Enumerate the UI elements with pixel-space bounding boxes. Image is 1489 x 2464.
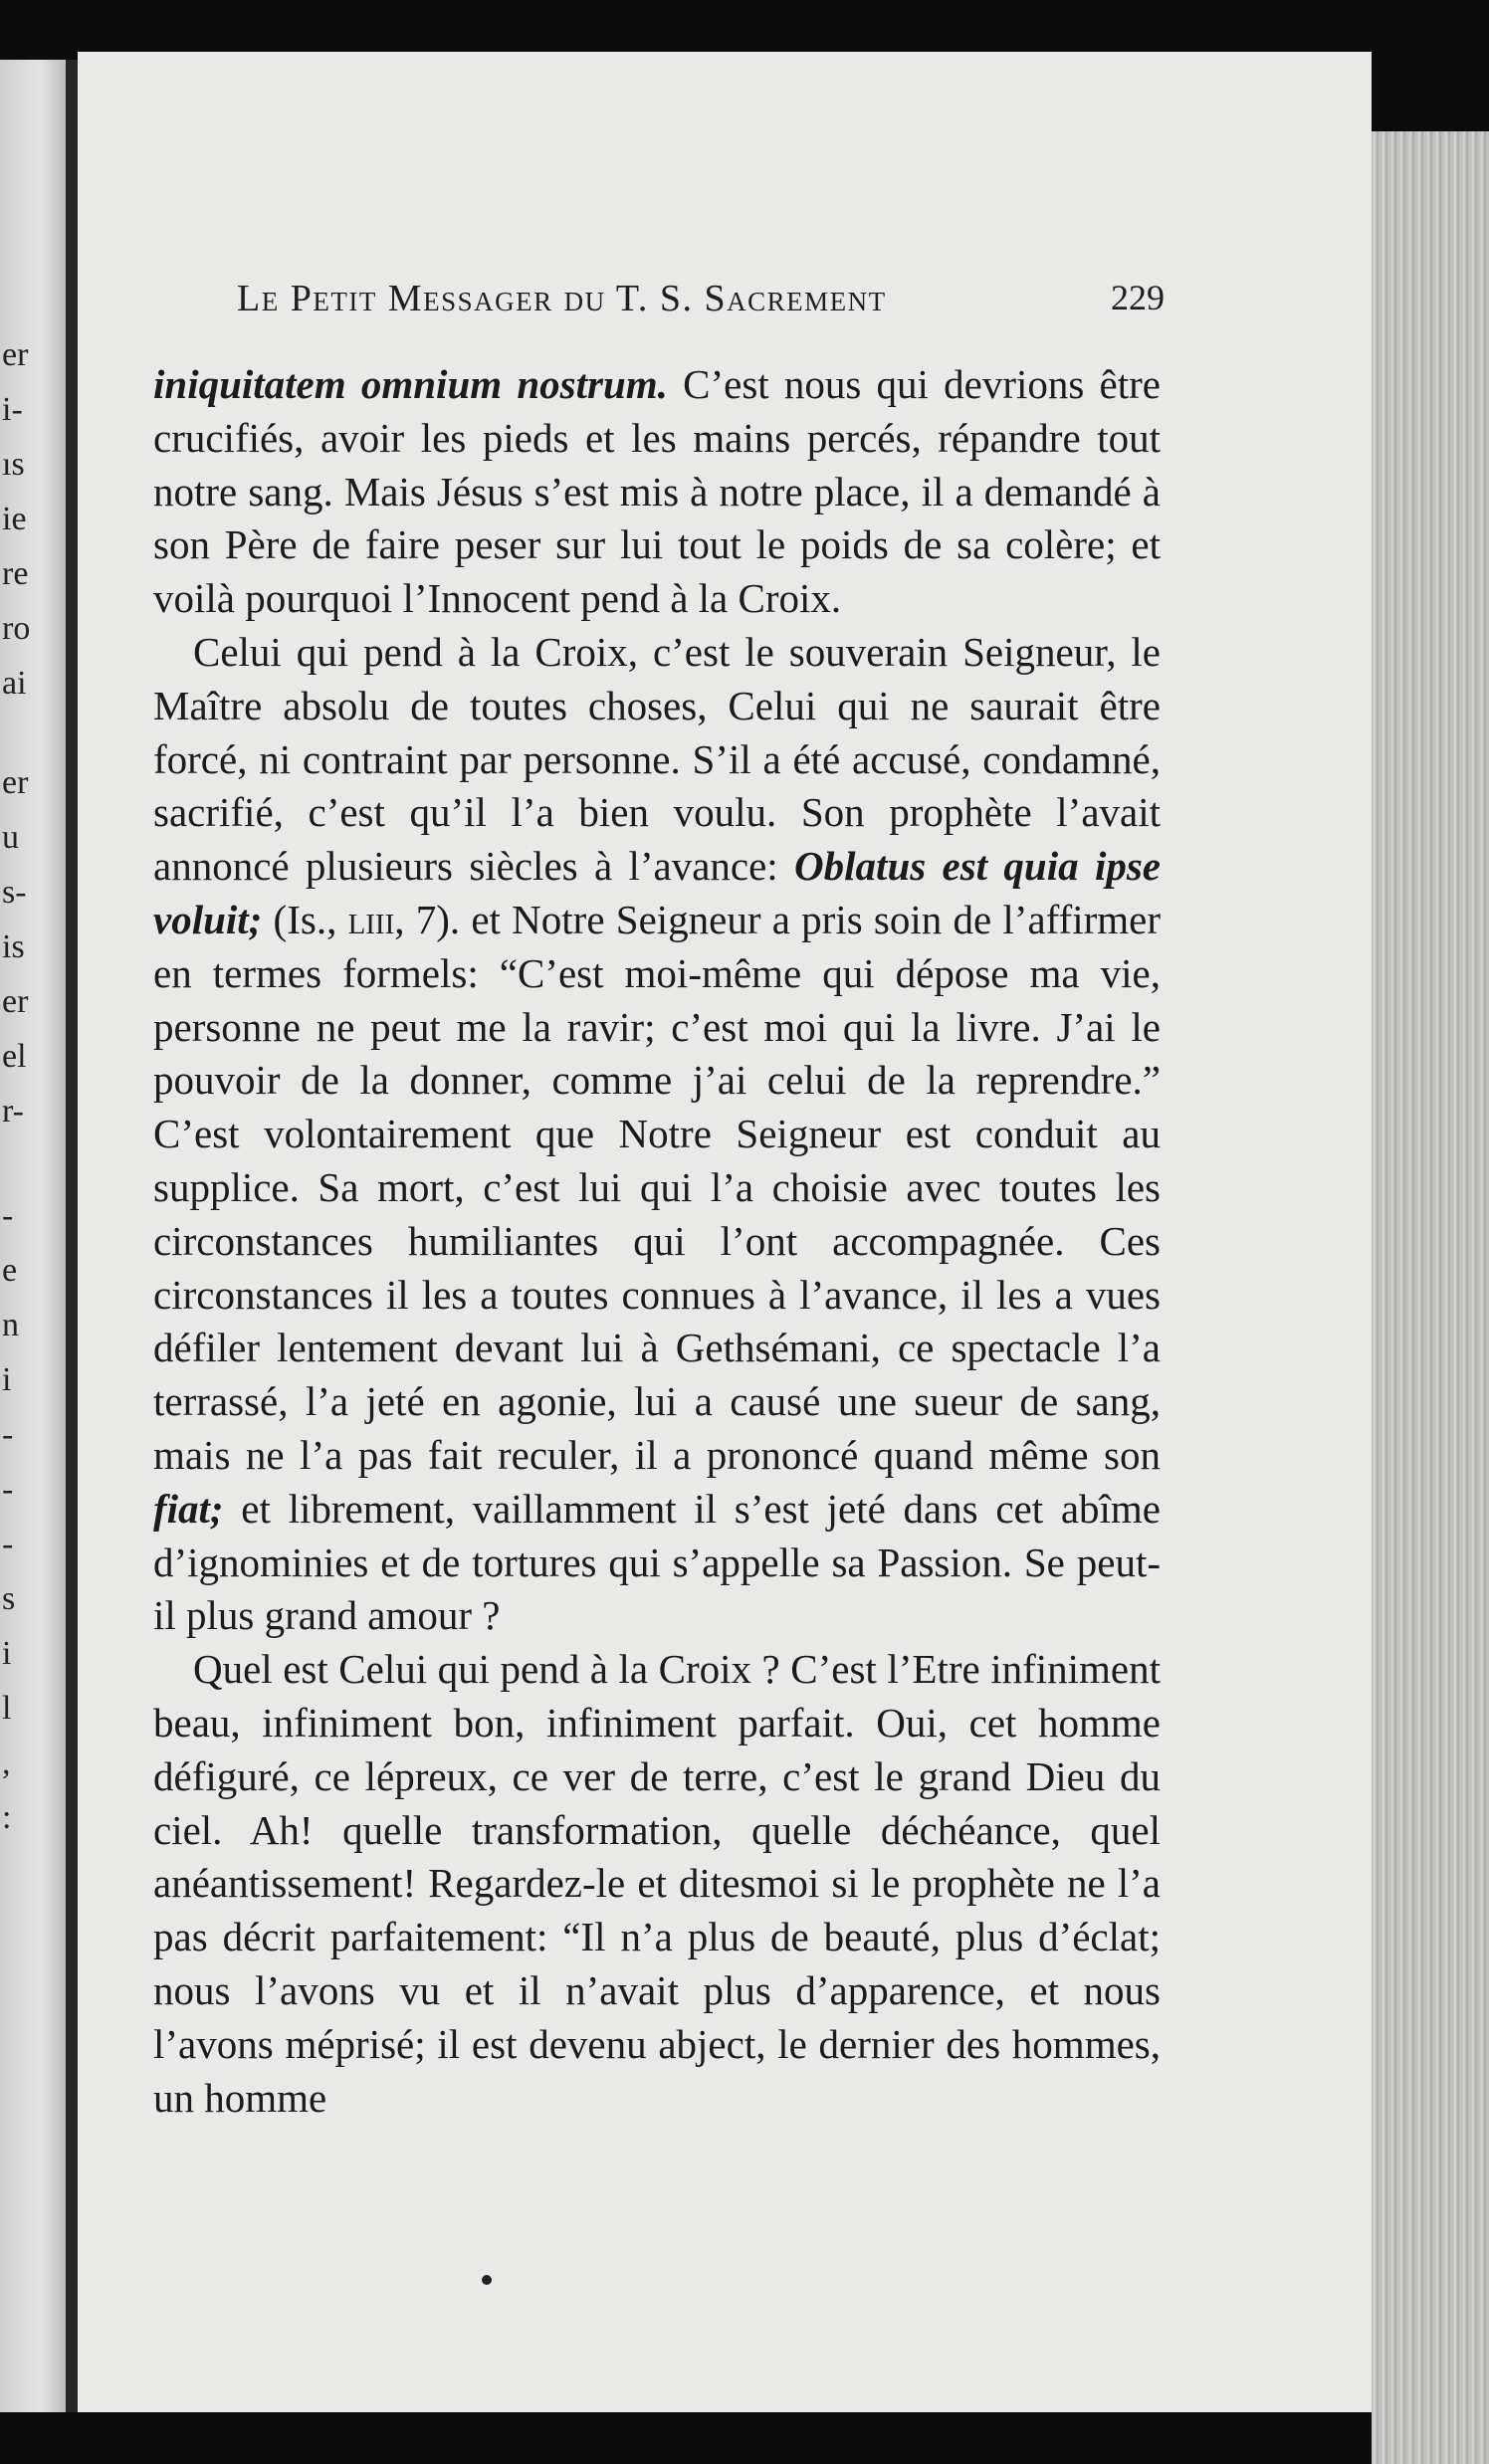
paragraph-2 (153, 626, 1161, 1643)
previous-page-fragment: is (2, 930, 25, 964)
text-run: et librement, vaillamment il s’est jeté dans cet abîme d’ignominies et de tortures qui s’appelle sa Passion. Se peut-il plus grand amour ? (153, 1485, 1161, 1639)
page-stack-edge (1372, 131, 1489, 2464)
previous-page-fragment: el (2, 1040, 27, 1074)
previous-page-fragment: ıs (2, 448, 25, 482)
page-number: 229 (1111, 278, 1165, 317)
previous-page-fragment: s (2, 1582, 16, 1616)
text-run: , 7). et Notre Seigneur a pris soin de l’affirmer en termes formels: “C’est moi-même qui dépose ma vie, personne ne peut me la ravir; c’est moi qui la livre. J’ai le pouvoir de la donner, comme j’ai celui de la reprendre.” C’est volontairement que Notre Seigneur est conduit au supplice. Sa mort, c’est lui qui l’a choisie avec toutes les circonstances humiliantes qui l’ont accompagnée. Ces circonstances il les a toutes connues à l’avance, il les a vues défiler lentement devant lui à Gethsémani, ce spectacle l’a terrassé, l’a jeté en agonie, lui a causé une sueur de sang, mais ne l’a pas fait reculer, il a prononcé quand même son (153, 896, 1161, 1478)
previous-page-fragment: - (2, 1473, 14, 1507)
italic-text: Oblatus est quia ipse voluit; (153, 843, 1161, 942)
previous-page-fragment: , (2, 1746, 11, 1780)
smallcaps-text: liii (347, 896, 395, 942)
previous-page-fragment: i (2, 1637, 12, 1671)
italic-text: fiat; (153, 1485, 224, 1532)
previous-page-fragment: r- (2, 1095, 24, 1129)
previous-page-fragment: - (2, 1418, 14, 1452)
previous-page-fragment: l (2, 1692, 12, 1726)
page-header (159, 267, 1165, 326)
previous-page-fragment: - (2, 1528, 14, 1561)
previous-page-fragment: n (2, 1309, 19, 1342)
previous-page-fragment: s- (2, 876, 27, 910)
paragraph-3 (153, 1643, 1161, 2125)
text-run: Celui qui pend à la Croix, c’est le souverain Seigneur, le Maître absolu de toutes choses, Celui qui ne saurait être forcé, ni contraint par personne. S’il a été accusé, condamné, sacrifié, c’est qu’il l’a bien voulu. Son prophète l’avait annoncé plusieurs siècles à l’avance: (153, 628, 1161, 890)
previous-page-fragment: ai (2, 667, 27, 701)
running-title: Le Petit Messager du T. S. Sacrement (237, 278, 887, 319)
paragraph-1 (153, 358, 1161, 626)
text-run: C’est nous qui devrions être crucifiés, avoir les pieds et les mains percés, répandre tout notre sang. Mais Jésus s’est mis à notre place, il a demandé à son Père de faire peser sur lui tout le poids de sa colère; et voilà pourquoi l’Innocent pend à la Croix. (153, 361, 1161, 622)
text-run: (Is., (262, 896, 348, 942)
previous-page-fragment: i- (2, 393, 23, 427)
previous-page-fragment: ro (2, 612, 31, 646)
body-text (153, 358, 1161, 2125)
previous-page-fragment: er (2, 338, 29, 372)
previous-page-fragment: er (2, 766, 29, 800)
previous-page-fragment: i (2, 1363, 12, 1397)
previous-page-fragment: u (2, 821, 19, 855)
ink-dot (482, 2275, 492, 2285)
previous-page-fragment: e (2, 1254, 18, 1288)
italic-text: iniquitatem omnium nostrum. (153, 361, 668, 407)
book-gutter (66, 60, 78, 2412)
text-run: Quel est Celui qui pend à la Croix ? C’est l’Etre infiniment beau, infiniment bon, infiniment parfait. Oui, cet homme défiguré, ce lépreux, ce ver de terre, c’est le grand Dieu du ciel. Ah! quelle transformation, quelle déchéance, quel anéantissement! Regardez-le et ditesmoi si le prophète ne l’a pas décrit parfaitement: “Il n’a plus de beauté, plus d’éclat; nous l’avons vu et il n’avait plus d’apparence, et nous l’avons méprisé; il est devenu abject, le dernier des hommes, un homme (153, 1646, 1161, 2121)
previous-page-fragment: ie (2, 503, 27, 536)
previous-page-fragment: : (2, 1801, 12, 1835)
previous-page-fragment: er (2, 985, 29, 1019)
previous-page-fragment: re (2, 557, 29, 591)
previous-page-fragment: - (2, 1199, 14, 1233)
